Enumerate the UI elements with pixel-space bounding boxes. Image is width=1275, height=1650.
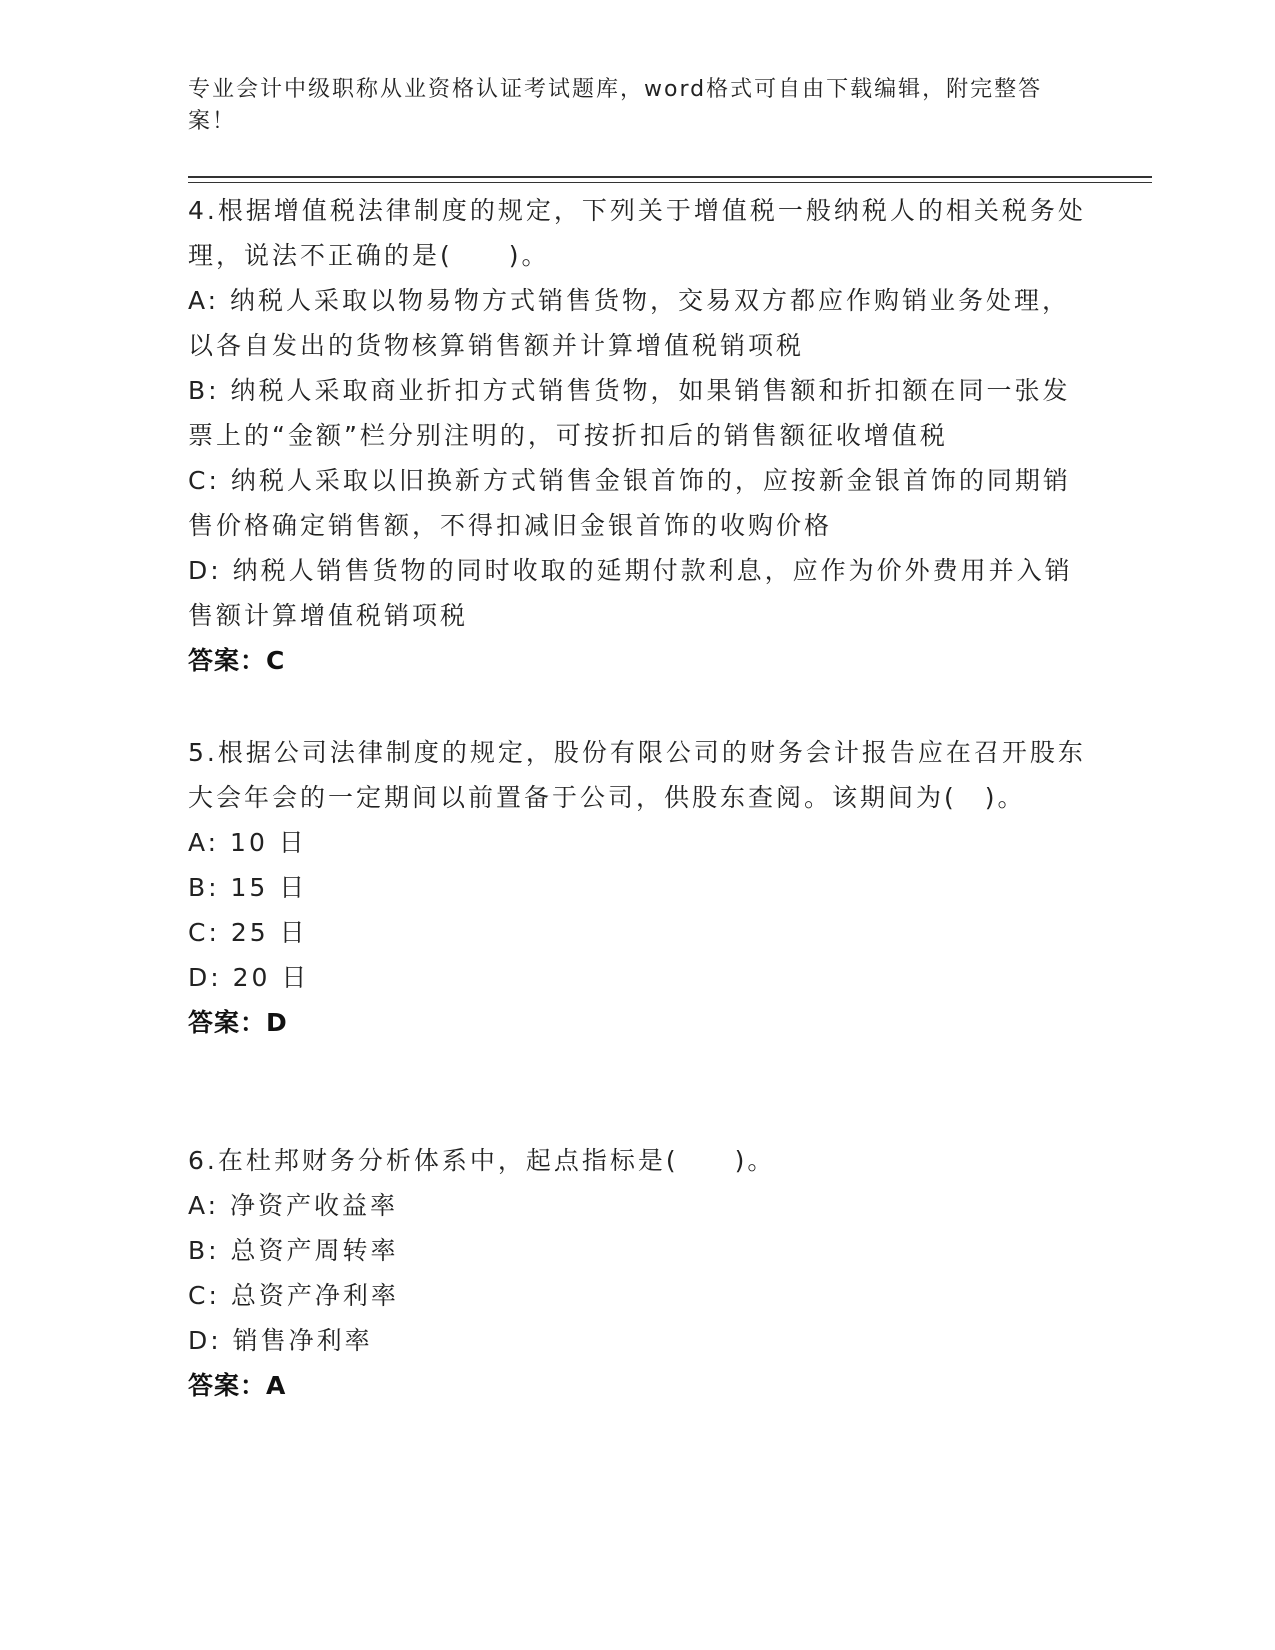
question-5 [188,730,1088,1045]
question-stem: 6.在杜邦财务分析体系中，起点指标是( )。 [188,1146,776,1175]
option-d: D: 纳税人销售货物的同时收取的延期付款利息，应作为价外费用并入销售额计算增值税销项税 [188,556,1073,630]
option-a: A: 纳税人采取以物易物方式销售货物，交易双方都应作购销业务处理，以各自发出的货物核算销售额并计算增值税销项税 [188,286,1071,360]
question-4 [188,188,1088,683]
header-divider-thick [188,176,1152,178]
question-6 [188,1138,1088,1408]
answer-line: 答案：D [188,1008,288,1037]
option-b: B: 总资产周转率 [188,1236,399,1265]
option-d: D: 20 日 [188,963,310,992]
option-c: C: 纳税人采取以旧换新方式销售金银首饰的，应按新金银首饰的同期销售价格确定销售额，不得扣减旧金银首饰的收购价格 [188,466,1071,540]
option-a: A: 10 日 [188,828,307,857]
header-divider-thin [188,182,1152,183]
option-c: C: 总资产净利率 [188,1281,399,1310]
document-header-note: 专业会计中级职称从业资格认证考试题库，word格式可自由下载编辑，附完整答案！ [188,77,1043,134]
option-d: D: 销售净利率 [188,1326,373,1355]
question-stem: 5.根据公司法律制度的规定，股份有限公司的财务会计报告应在召开股东大会年会的一定期间以前置备于公司，供股东查阅。该期间为( )。 [188,738,1086,812]
question-stem: 4.根据增值税法律制度的规定，下列关于增值税一般纳税人的相关税务处理，说法不正确的是( )。 [188,196,1086,270]
option-b: B: 纳税人采取商业折扣方式销售货物，如果销售额和折扣额在同一张发票上的“金额”栏分别注明的，可按折扣后的销售额征收增值税 [188,376,1071,450]
option-a: A: 净资产收益率 [188,1191,399,1220]
option-c: C: 25 日 [188,918,308,947]
answer-line: 答案：C [188,646,286,675]
option-b: B: 15 日 [188,873,308,902]
answer-line: 答案：A [188,1371,287,1400]
